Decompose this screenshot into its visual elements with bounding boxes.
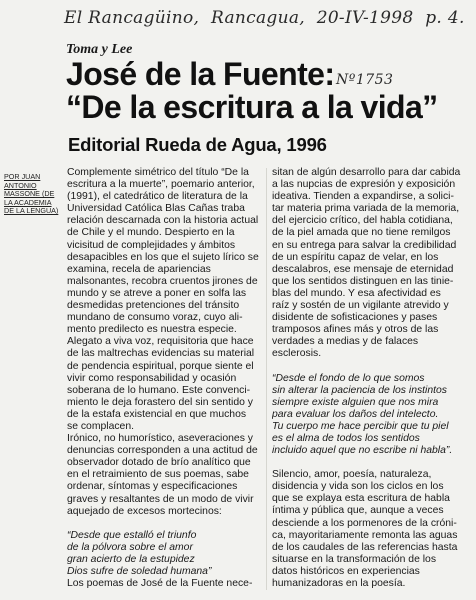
body-text-line: soberana de lo humano. Este convenci- — [67, 384, 251, 396]
poem-quote-line: para evaluar los daños del intelecto. — [272, 408, 439, 420]
body-text-line: mundano de consumo voraz, cuyo ali- — [67, 312, 243, 324]
body-text-line: mundo y se atreve a poner en solfa las — [67, 287, 247, 299]
body-text-line: de un espíritu capaz de velar, en los — [272, 251, 439, 263]
poem-quote-line: de la pólvora sobre el amor — [67, 541, 193, 553]
body-text-line: de Chile y el mundo. Despierto en la — [67, 227, 235, 239]
body-text-line: se complacen. — [67, 420, 134, 432]
poem-quote-line: “Desde que estalló el triunfo — [67, 529, 197, 541]
body-text-line: malsonantes, recobra cruentos jirones de — [67, 275, 258, 287]
body-text-line: sitan de algún desarrollo para dar cabida — [272, 167, 461, 178]
body-text-line: (1991), el catedrático de literatura de la — [67, 191, 248, 203]
body-text-line: Alegato a viva voz, requisitoria que hace — [67, 336, 254, 348]
body-text-line: aquejado de excesos mortecinos: — [67, 505, 222, 517]
body-text-line: graves y resaltantes de un modo de vivir — [67, 493, 254, 505]
body-text-line: observador dotado de brío analítico que — [67, 457, 251, 469]
byline-line: DE LA LENGUA) — [4, 206, 59, 216]
headline-line: José de la Fuente: — [66, 56, 335, 92]
body-text-line: esclerosis. — [272, 348, 322, 360]
poem-quote-line: sin alterar la paciencia de los instintos — [272, 384, 448, 396]
poem-quote-line: Tu cuerpo me hace percibir que tu piel — [272, 420, 449, 432]
body-text-line: humanizadoras en la poesía. — [272, 578, 406, 589]
body-text-line: que los sentidos distinguen en las tinie- — [272, 275, 454, 287]
body-text-line: desapacibles en los que el sujeto lírico se — [67, 251, 259, 263]
section-title: Toma y Lee — [66, 42, 133, 57]
author-byline — [4, 173, 62, 216]
article-column-right — [272, 167, 468, 590]
body-text-line: tramposos afines más y otros de las — [272, 324, 439, 336]
body-text-line: situarse en la transformación de los — [272, 553, 437, 565]
body-text-line: relación descarnada con la historia actual — [67, 215, 259, 227]
body-text-line: a las nupcias de expresión y exposición — [272, 179, 456, 191]
body-text-line: raíz y sostén de un vigilante atrevido y — [272, 300, 449, 312]
body-text-line: Los poemas de José de la Fuente nece- — [67, 578, 253, 590]
body-text-line: de la estafa existencial en que muchos — [67, 408, 247, 420]
paragraph-gap — [272, 457, 468, 469]
body-text-line: ordenar, síntomas y especificaciones — [67, 481, 238, 493]
handwritten-newspaper-name: El Rancagüino, — [64, 8, 200, 28]
paragraph-gap — [67, 518, 263, 530]
body-text-line: desciende a los pormenores de la cróni- — [272, 517, 457, 529]
body-text-line: desmedidas pretenciones del tránsito — [67, 300, 240, 312]
body-text-line: miento le deja forastero del sin sentido y — [67, 396, 253, 408]
body-text-line: íntima y pública que, aunque a veces — [272, 505, 444, 517]
poem-quote-line: siempre existe alguien que nos mira — [272, 396, 439, 408]
byline-line: LA ACADEMIA — [4, 197, 52, 207]
article-subheadline: Editorial Rueda de Agua, 1996 — [68, 134, 327, 155]
handwritten-page: p. 4. — [425, 8, 465, 28]
poem-quote-line: Dios sufre de soledad humana” — [67, 566, 212, 577]
body-text-line: escritura a la muerte”, poemario anterior, — [67, 179, 255, 191]
body-text-line: verdades a medias y de falaces — [272, 336, 419, 348]
body-text-line: ca, mayoritariamente remonta las aguas — [272, 529, 458, 541]
body-text-line: datos históricos en experiencias — [272, 565, 420, 577]
body-text-line: vivir como responsabilidad y ocasión — [67, 372, 237, 384]
column-divider — [266, 168, 267, 590]
body-text-line: del ejercicio crítico, del habla cotidiana, — [272, 215, 453, 227]
body-text-line: vicisitud de complejidades y ámbitos — [67, 239, 236, 251]
byline-line: POR JUAN — [4, 172, 41, 181]
body-text-line: disidencia y vida son los ciclos en los — [272, 481, 444, 493]
byline-line: ANTONIO — [4, 180, 37, 190]
body-text-line: en el retraimiento de sus poemas, sabe — [67, 469, 249, 481]
body-text-line: de las maltrechas evidencias su material — [67, 348, 255, 360]
body-text-line: disidente de sofisticaciones y pases — [272, 312, 438, 324]
paragraph-gap — [272, 361, 468, 373]
body-text-line: blas del mundo. Y esa afectividad es — [272, 287, 441, 299]
body-text-line: mento predilecto es nuestra especie. — [67, 324, 237, 336]
poem-quote-line: “Desde el fondo de lo que somos — [272, 372, 425, 384]
article-headline — [66, 58, 466, 124]
body-text-line: tar materia prima variada de la memoria, — [272, 203, 460, 215]
handwritten-city: Rancagua, — [210, 8, 305, 28]
body-text-line: Silencio, amor, poesía, naturaleza, — [272, 469, 432, 481]
handwritten-date: 20-IV-1998 — [316, 8, 414, 28]
poem-quote-line: incluido aquel que no escribe ni habla”. — [272, 445, 453, 457]
poem-quote-line: gran acierto de la estupidez — [67, 553, 195, 565]
body-text-line: examina, recela de apariencias — [67, 263, 211, 275]
body-text-line: Complemente simétrico del título “De la — [67, 167, 249, 178]
body-text-line: en su entrega para salvar la credibilidad — [272, 239, 457, 251]
body-text-line: que se explaya esta escritura de habla — [272, 493, 450, 505]
body-text-line: denuncias corresponden a una actitud de — [67, 445, 258, 457]
body-text-line: Universidad Católica Blas Cañas traba — [67, 203, 245, 215]
handwritten-source-note — [64, 8, 464, 28]
archive-stamp-number: Nº1753 — [336, 72, 394, 88]
body-text-line: de pendencia espiritual, porque siente el — [67, 360, 254, 372]
body-text-line: Irónico, no humorístico, aseveraciones y — [67, 433, 253, 445]
headline-line: “De la escritura a la vida” — [66, 89, 438, 125]
poem-quote-line: es el alma de todos los sentidos — [272, 432, 420, 444]
article-column-left — [67, 167, 263, 590]
body-text-line: de la piel amada que no tiene remilgos — [272, 227, 451, 239]
body-text-line: ideativa. Tienden a expandirse, a solici- — [272, 191, 454, 203]
body-text-line: de los caudales de las referencias hasta — [272, 541, 458, 553]
body-text-line: descalabros, ese mensaje de eternidad — [272, 263, 454, 275]
byline-line: MASSONE (DE — [4, 189, 55, 199]
